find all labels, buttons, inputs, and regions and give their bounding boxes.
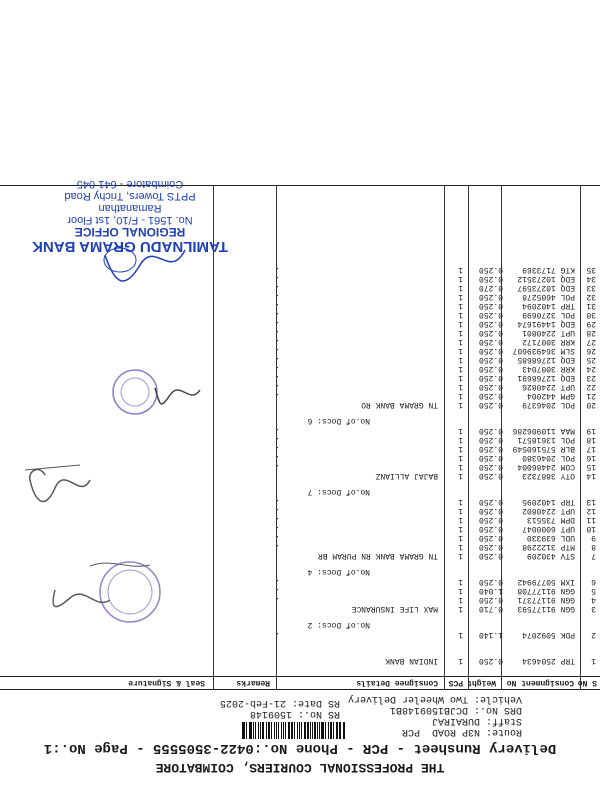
barcode-bar bbox=[268, 722, 270, 739]
row-remarks-dot: . bbox=[275, 328, 280, 337]
table-row bbox=[0, 426, 600, 434]
row-sno: 4 bbox=[591, 595, 596, 604]
rs-date-line bbox=[220, 697, 340, 708]
row-weight: 0.250 bbox=[478, 656, 503, 665]
row-consignment-no: POL 3270699 bbox=[522, 310, 575, 319]
company-title: THE PROFESSIONAL COURIERS, COIMBATORE bbox=[155, 760, 445, 775]
stamp-address-2: Ramanathan bbox=[98, 202, 162, 214]
row-consignee: MAX LIFE INSURANCE bbox=[351, 604, 438, 613]
row-pcs: 1 bbox=[458, 515, 463, 524]
row-pcs: 1 bbox=[458, 265, 463, 274]
barcode-bar bbox=[274, 722, 275, 739]
docs-count: No.of Docs: 4 bbox=[307, 567, 370, 576]
table-row bbox=[0, 319, 600, 327]
row-consignment-no: KTG 7173369 bbox=[522, 265, 575, 274]
barcode-bar bbox=[341, 722, 342, 739]
signature-1 bbox=[10, 455, 100, 510]
barcode-bar bbox=[283, 722, 284, 739]
row-remarks-dot: . bbox=[275, 391, 280, 400]
row-pcs: 1 bbox=[458, 524, 463, 533]
table-header bbox=[0, 677, 600, 689]
docs-count: No.of Docs: 6 bbox=[307, 416, 370, 425]
table-row bbox=[0, 310, 600, 318]
row-weight: 0.250 bbox=[478, 462, 503, 471]
runsheet-title: Delivery Runsheet - PCR - Phone No.:0422-3505555 - Page No.:1 bbox=[43, 740, 557, 756]
route-label: Route: bbox=[485, 726, 522, 737]
barcode-bar bbox=[285, 722, 286, 739]
row-pcs: 1 bbox=[458, 364, 463, 373]
vehicle-value: Two Wheeler Delivery bbox=[347, 693, 468, 704]
row-weight: 1.040 bbox=[478, 586, 503, 595]
barcode-bar bbox=[313, 722, 314, 739]
row-weight: 0.250 bbox=[478, 310, 503, 319]
row-sno: 23 bbox=[586, 373, 596, 382]
row-remarks-dot: . bbox=[275, 577, 280, 586]
row-remarks-dot: . bbox=[275, 524, 280, 533]
seal-stamp-2 bbox=[105, 365, 205, 420]
row-consignment-no: GGN 91177371 bbox=[517, 595, 575, 604]
row-consignment-no: GGN 91177708 bbox=[517, 586, 575, 595]
barcode-bar bbox=[288, 722, 290, 739]
row-pcs: 1 bbox=[458, 337, 463, 346]
table-header-rule bbox=[0, 676, 600, 677]
row-pcs: 1 bbox=[458, 551, 463, 560]
col-consignment: Consignment No bbox=[506, 678, 574, 687]
row-sno: 18 bbox=[586, 435, 596, 444]
table-row bbox=[0, 337, 600, 345]
row-sno: 1 bbox=[591, 656, 596, 665]
row-weight: 0.250 bbox=[478, 346, 503, 355]
row-pcs: 1 bbox=[458, 355, 463, 364]
row-weight: 0.250 bbox=[478, 337, 503, 346]
row-pcs: 1 bbox=[458, 328, 463, 337]
row-consignment-no: POL 2046379 bbox=[522, 400, 575, 409]
row-weight: 0.250 bbox=[478, 274, 503, 283]
row-sno: 2 bbox=[591, 630, 596, 639]
row-remarks-dot: . bbox=[275, 595, 280, 604]
table-row bbox=[0, 533, 600, 541]
seal-stamp-1 bbox=[40, 545, 170, 640]
row-weight: 0.250 bbox=[478, 426, 503, 435]
barcode-bar bbox=[336, 722, 338, 739]
row-sno: 5 bbox=[591, 586, 596, 595]
row-sno: 25 bbox=[586, 355, 596, 364]
row-sno: 7 bbox=[591, 551, 596, 560]
row-pcs: 1 bbox=[458, 497, 463, 506]
row-weight: 0.250 bbox=[478, 319, 503, 328]
barcode-bar bbox=[301, 722, 302, 739]
col-consignee: Consignee Details bbox=[356, 678, 438, 687]
staff-line bbox=[432, 715, 522, 726]
row-remarks-dot: . bbox=[275, 497, 280, 506]
row-remarks-dot: . bbox=[275, 435, 280, 444]
row-pcs: 1 bbox=[458, 310, 463, 319]
row-consignment-no: COM 24486004 bbox=[517, 462, 575, 471]
row-remarks-dot: . bbox=[275, 319, 280, 328]
row-consignment-no: IXM 50779942 bbox=[517, 577, 575, 586]
row-remarks-dot: . bbox=[275, 426, 280, 435]
row-sno: 35 bbox=[586, 265, 596, 274]
row-pcs: 1 bbox=[458, 373, 463, 382]
table-row bbox=[0, 400, 600, 408]
row-consignment-no: POL 4605278 bbox=[522, 292, 575, 301]
row-weight: 0.250 bbox=[478, 435, 503, 444]
row-remarks-dot: . bbox=[275, 515, 280, 524]
col-weight: Weight bbox=[467, 678, 496, 687]
barcode-bar bbox=[314, 722, 316, 739]
row-weight: 0.250 bbox=[478, 292, 503, 301]
row-remarks-dot: . bbox=[275, 292, 280, 301]
row-remarks-dot: . bbox=[275, 337, 280, 346]
row-remarks-dot: . bbox=[275, 265, 280, 274]
table-row bbox=[0, 515, 600, 523]
row-weight: 0.250 bbox=[478, 471, 503, 480]
table-row bbox=[0, 656, 600, 664]
table-row bbox=[0, 391, 600, 399]
row-consignment-no: KRR 3007172 bbox=[522, 337, 575, 346]
barcode-bar bbox=[281, 722, 283, 739]
row-weight: 0.250 bbox=[478, 373, 503, 382]
row-remarks-dot: . bbox=[275, 382, 280, 391]
row-pcs: 1 bbox=[458, 453, 463, 462]
row-sno: 20 bbox=[586, 400, 596, 409]
barcode-bar bbox=[260, 722, 262, 739]
row-consignment-no: UPT 2240801 bbox=[522, 328, 575, 337]
col-sno: S No bbox=[577, 678, 597, 687]
row-weight: 0.250 bbox=[478, 551, 503, 560]
row-consignment-no: UDL 639330 bbox=[526, 533, 575, 542]
row-weight: 0.250 bbox=[478, 328, 503, 337]
drs-line bbox=[390, 704, 522, 715]
row-pcs: 1 bbox=[458, 274, 463, 283]
barcode-bar bbox=[245, 722, 246, 739]
row-pcs: 1 bbox=[458, 301, 463, 310]
row-weight: 0.250 bbox=[478, 515, 503, 524]
row-consignment-no: EDQ 10273512 bbox=[517, 274, 575, 283]
stamp-address-1: No. 1561 - F/10, 1st Floor bbox=[67, 214, 193, 226]
barcode-bar bbox=[339, 722, 340, 739]
row-consignment-no: PDK 5092074 bbox=[522, 630, 575, 639]
row-sno: 15 bbox=[586, 462, 596, 471]
row-sno: 33 bbox=[586, 283, 596, 292]
row-weight: 0.250 bbox=[478, 391, 503, 400]
row-sno: 31 bbox=[586, 301, 596, 310]
stamp-city: Coimbatore - 641 045 bbox=[76, 178, 184, 190]
row-sno: 6 bbox=[591, 577, 596, 586]
row-consignment-no: STV 430209 bbox=[526, 551, 575, 560]
row-remarks-dot: . bbox=[275, 364, 280, 373]
staff-label: Staff: bbox=[485, 715, 522, 726]
row-consignment-no: EDQ 12768685 bbox=[517, 355, 575, 364]
row-weight: 0.250 bbox=[478, 542, 503, 551]
row-remarks-dot: . bbox=[275, 346, 280, 355]
row-consignment-no: TRP 2504634 bbox=[522, 656, 575, 665]
row-consignee: TN GRAMA BANK RO bbox=[361, 400, 438, 409]
row-consignment-no: EDQ 14491674 bbox=[517, 319, 575, 328]
rs-date-value: 21-Feb-2025 bbox=[219, 697, 286, 708]
barcode-bar bbox=[330, 722, 332, 739]
barcode-bar bbox=[307, 722, 309, 739]
row-weight: 0.250 bbox=[478, 364, 503, 373]
row-weight: 0.250 bbox=[478, 355, 503, 364]
drs-value: DCJB1509148B1 bbox=[389, 704, 468, 715]
rs-no-line bbox=[250, 708, 340, 719]
barcode-bar bbox=[253, 722, 255, 739]
row-consignment-no: EDQ 10273597 bbox=[517, 283, 575, 292]
barcode-bar bbox=[278, 722, 279, 739]
barcode-bar bbox=[242, 722, 244, 739]
row-sno: 14 bbox=[586, 471, 596, 480]
barcode-bar bbox=[258, 722, 259, 739]
barcode-bar bbox=[262, 722, 264, 739]
table-row bbox=[0, 524, 600, 532]
vehicle-label: Vehicle: bbox=[473, 693, 522, 704]
row-sno: 24 bbox=[586, 364, 596, 373]
row-pcs: 1 bbox=[458, 426, 463, 435]
docs-count: No.of Docs: 7 bbox=[307, 487, 370, 496]
row-remarks-dot: . bbox=[275, 274, 280, 283]
row-pcs: 1 bbox=[458, 506, 463, 515]
row-consignment-no: MAA 110906286 bbox=[512, 426, 575, 435]
row-pcs: 1 bbox=[458, 595, 463, 604]
row-consignment-no: BLR 575160549 bbox=[512, 444, 575, 453]
staff-value: DURAIRAJ bbox=[431, 715, 480, 726]
row-consignee: TN GRAMA BANK RN PURAM BR bbox=[317, 551, 438, 560]
barcode-bar bbox=[325, 722, 326, 739]
barcode bbox=[240, 722, 345, 739]
row-remarks-dot: . bbox=[275, 462, 280, 471]
row-consignment-no: UPT 2240802 bbox=[522, 506, 575, 515]
barcode-bar bbox=[310, 722, 311, 739]
row-sno: 11 bbox=[586, 515, 596, 524]
row-remarks-dot: . bbox=[275, 533, 280, 542]
barcode-bar bbox=[328, 722, 330, 739]
row-pcs: 1 bbox=[458, 319, 463, 328]
row-consignment-no: EDQ 12768691 bbox=[517, 373, 575, 382]
row-consignment-no: KRR 3007043 bbox=[522, 364, 575, 373]
row-sno: 13 bbox=[586, 497, 596, 506]
row-consignment-no: TRP 1402095 bbox=[522, 497, 575, 506]
row-sno: 30 bbox=[586, 310, 596, 319]
row-consignment-no: DPM 735513 bbox=[526, 515, 575, 524]
row-pcs: 1 bbox=[458, 577, 463, 586]
row-pcs: 1 bbox=[458, 346, 463, 355]
row-weight: 0.250 bbox=[478, 400, 503, 409]
barcode-bar bbox=[255, 722, 256, 739]
row-sno: 32 bbox=[586, 292, 596, 301]
barcode-bar bbox=[299, 722, 301, 739]
stamp-bank-name: TAMILNADU GRAMA BANK bbox=[32, 238, 228, 255]
row-consignment-no: UPT 2240826 bbox=[522, 382, 575, 391]
table-row bbox=[0, 435, 600, 443]
row-consignment-no: POL 2046380 bbox=[522, 453, 575, 462]
row-pcs: 1 bbox=[458, 444, 463, 453]
row-pcs: 1 bbox=[458, 391, 463, 400]
row-remarks-dot: . bbox=[275, 301, 280, 310]
row-pcs: 1 bbox=[458, 400, 463, 409]
stamp-office: REGIONAL OFFICE bbox=[74, 225, 186, 239]
row-pcs: 1 bbox=[458, 542, 463, 551]
row-sno: 9 bbox=[591, 533, 596, 542]
row-weight: 0.250 bbox=[478, 506, 503, 515]
row-remarks-dot: . bbox=[275, 506, 280, 515]
row-consignment-no: OTY 3887323 bbox=[522, 471, 575, 480]
table-row bbox=[0, 355, 600, 363]
row-weight: 0.250 bbox=[478, 265, 503, 274]
barcode-bar bbox=[271, 722, 272, 739]
row-sno: 27 bbox=[586, 337, 596, 346]
row-sno: 3 bbox=[591, 604, 596, 613]
table-top-rule bbox=[0, 689, 600, 690]
row-pcs: 1 bbox=[458, 382, 463, 391]
row-consignment-no: UPT 6000047 bbox=[522, 524, 575, 533]
row-pcs: 1 bbox=[458, 586, 463, 595]
row-remarks-dot: . bbox=[275, 453, 280, 462]
row-consignment-no: GPM 442004 bbox=[526, 391, 575, 400]
barcode-bar bbox=[246, 722, 247, 739]
barcode-bar bbox=[320, 722, 321, 739]
row-consignment-no: SLM 364939607 bbox=[512, 346, 575, 355]
table-row bbox=[0, 373, 600, 381]
row-remarks-dot: . bbox=[275, 630, 280, 639]
row-sno: 29 bbox=[586, 319, 596, 328]
row-consignment-no: GGN 91177593 bbox=[517, 604, 575, 613]
barcode-bar bbox=[343, 722, 345, 739]
row-remarks-dot: . bbox=[275, 373, 280, 382]
row-pcs: 1 bbox=[458, 533, 463, 542]
route-value: N3P ROAD PCR bbox=[401, 726, 480, 737]
col-remarks: Remarks bbox=[236, 678, 270, 687]
barcode-bar bbox=[266, 722, 267, 739]
row-pcs: 1 bbox=[458, 462, 463, 471]
row-pcs: 1 bbox=[458, 283, 463, 292]
rs-no-label: RS No.: bbox=[297, 708, 340, 719]
vehicle-line bbox=[348, 693, 522, 704]
row-sno: 10 bbox=[586, 524, 596, 533]
row-sno: 17 bbox=[586, 444, 596, 453]
row-remarks-dot: . bbox=[275, 542, 280, 551]
barcode-bar bbox=[291, 722, 293, 739]
table-row bbox=[0, 382, 600, 390]
route-line bbox=[402, 726, 522, 737]
row-remarks-dot: . bbox=[275, 283, 280, 292]
row-sno: 21 bbox=[586, 391, 596, 400]
table-row bbox=[0, 444, 600, 452]
row-sno: 34 bbox=[586, 274, 596, 283]
table-row bbox=[0, 346, 600, 354]
row-weight: 0.250 bbox=[478, 444, 503, 453]
row-weight: 0.250 bbox=[478, 382, 503, 391]
stamp-address-3: PPTS Towers, Trichy Road bbox=[64, 190, 196, 202]
row-consignment-no: TRP 1402094 bbox=[522, 301, 575, 310]
table-row bbox=[0, 328, 600, 336]
col-seal: Seal & Signature bbox=[128, 678, 205, 687]
row-pcs: 1 bbox=[458, 630, 463, 639]
barcode-bar bbox=[321, 722, 323, 739]
row-consignee: BAJAJ ALLIANZ bbox=[375, 471, 438, 480]
row-weight: 0.250 bbox=[478, 577, 503, 586]
row-weight: 0.250 bbox=[478, 301, 503, 310]
col-pcs: PCS bbox=[448, 678, 463, 687]
row-weight: 0.270 bbox=[478, 283, 503, 292]
barcode-bar bbox=[304, 722, 306, 739]
row-consignment-no: POL 13618571 bbox=[517, 435, 575, 444]
row-pcs: 1 bbox=[458, 604, 463, 613]
row-weight: 0.250 bbox=[478, 533, 503, 542]
row-sno: 22 bbox=[586, 382, 596, 391]
barcode-bar bbox=[276, 722, 278, 739]
row-sno: 19 bbox=[586, 426, 596, 435]
row-remarks-dot: . bbox=[275, 355, 280, 364]
barcode-bar bbox=[333, 722, 334, 739]
drs-label: DRS No.: bbox=[473, 704, 522, 715]
rs-date-label: RS Date: bbox=[291, 697, 340, 708]
barcode-bar bbox=[294, 722, 295, 739]
row-weight: 0.250 bbox=[478, 453, 503, 462]
row-weight: 1.140 bbox=[478, 630, 503, 639]
row-remarks-dot: . bbox=[275, 310, 280, 319]
barcode-bar bbox=[297, 722, 298, 739]
row-weight: 0.250 bbox=[478, 497, 503, 506]
row-weight: 0.250 bbox=[478, 524, 503, 533]
row-pcs: 1 bbox=[458, 656, 463, 665]
rs-no-value: 1509148 bbox=[249, 708, 292, 719]
row-remarks-dot: . bbox=[275, 586, 280, 595]
row-sno: 26 bbox=[586, 346, 596, 355]
bank-rubber-stamp bbox=[25, 170, 235, 255]
barcode-bar bbox=[249, 722, 251, 739]
row-remarks-dot: . bbox=[275, 444, 280, 453]
docs-count: No.of Docs: 2 bbox=[307, 620, 370, 629]
row-sno: 8 bbox=[591, 542, 596, 551]
row-sno: 16 bbox=[586, 453, 596, 462]
row-consignee: INDIAN BANK bbox=[385, 656, 438, 665]
row-weight: 0.710 bbox=[478, 604, 503, 613]
row-pcs: 1 bbox=[458, 471, 463, 480]
row-sno: 28 bbox=[586, 328, 596, 337]
table-row bbox=[0, 301, 600, 309]
table-row bbox=[0, 364, 600, 372]
row-weight: 0.250 bbox=[478, 595, 503, 604]
row-sno: 12 bbox=[586, 506, 596, 515]
row-pcs: 1 bbox=[458, 292, 463, 301]
barcode-bar bbox=[317, 722, 318, 739]
row-consignment-no: MTP 3122298 bbox=[522, 542, 575, 551]
row-pcs: 1 bbox=[458, 435, 463, 444]
